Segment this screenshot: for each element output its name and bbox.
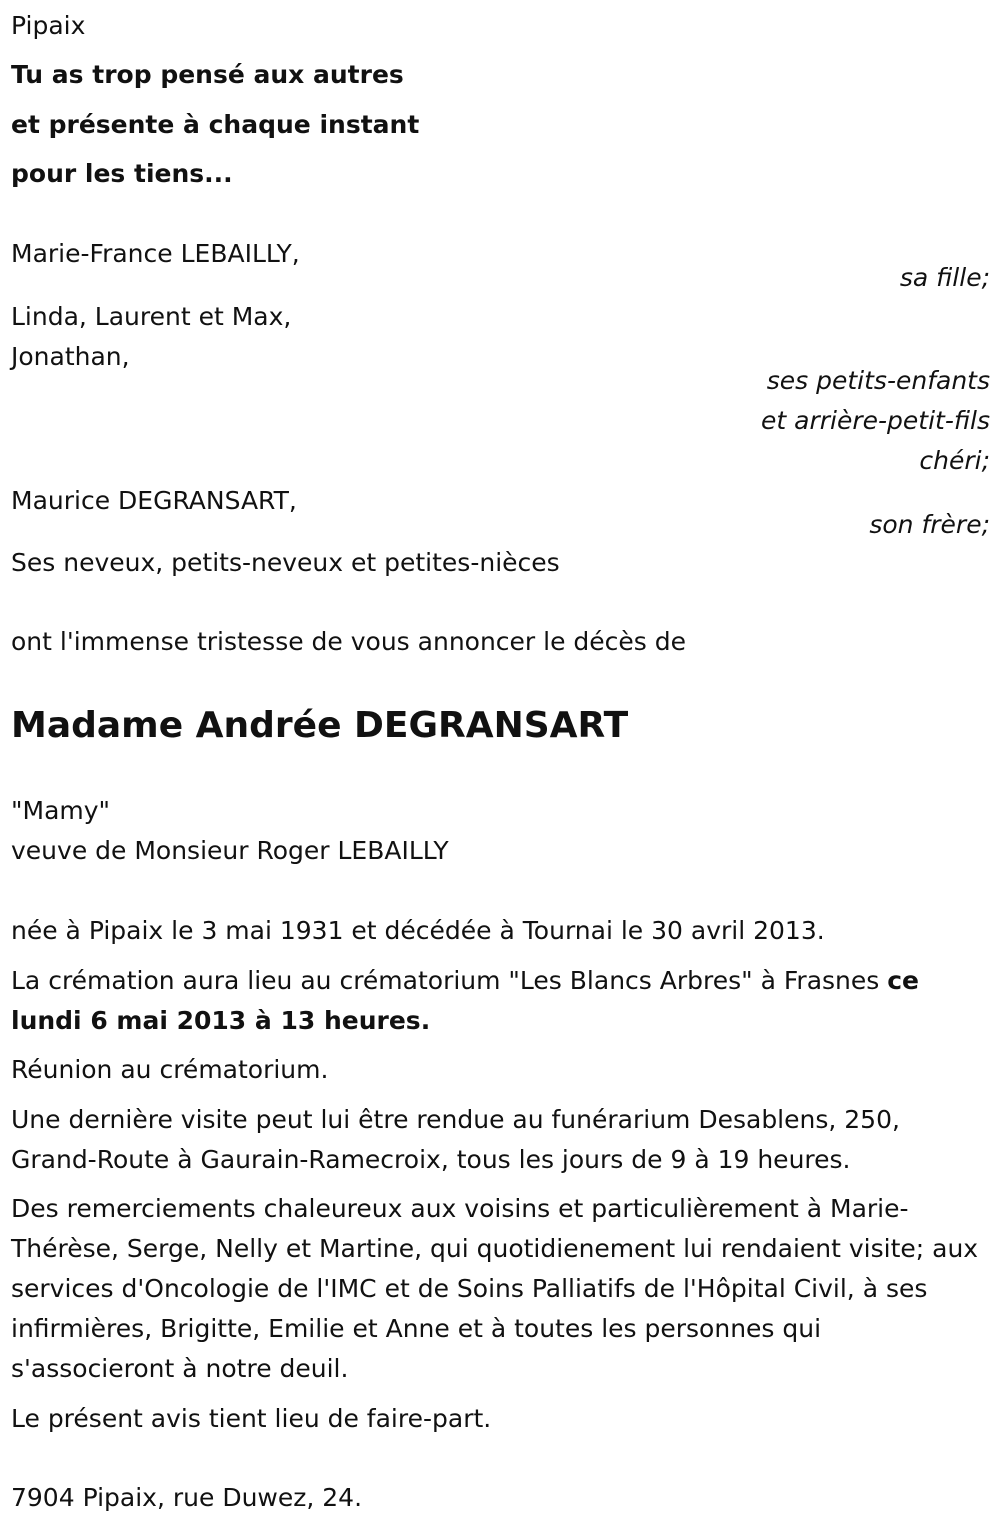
notice-line: Le présent avis tient lieu de faire-part.	[11, 1404, 492, 1433]
grandchildren-line-1: Linda, Laurent et Max,	[11, 302, 292, 331]
verse-line-2: et présente à chaque instant	[11, 110, 420, 139]
cremation-text: La crémation aura lieu au crématorium "Les Blancs Arbres" à Frasnes	[11, 966, 888, 995]
verse-line-1: Tu as trop pensé aux autres	[11, 60, 404, 89]
brother-relation: son frère;	[869, 510, 990, 539]
cremation-paragraph	[11, 961, 991, 1041]
grandchildren-relation-1: ses petits-enfants	[766, 366, 990, 395]
widow-of: veuve de Monsieur Roger LEBAILLY	[11, 836, 449, 865]
reunion-line: Réunion au crématorium.	[11, 1055, 329, 1084]
announcement: ont l'immense tristesse de vous annoncer le décès de	[11, 627, 687, 656]
brother-name: Maurice DEGRANSART,	[11, 486, 297, 515]
header-place: Pipaix	[11, 11, 86, 40]
thanks-paragraph: Des remerciements chaleureux aux voisins et particulièrement à Marie-Thérèse, Serge, Nelly et Martine, qui quotidienement lui rendaient visite; aux services d'Oncologie de l'IMC et de Soins Palliatifs de l'Hôpital Civil, à ses infirmières, Brigitte, Emilie et Anne et à toutes les personnes qui s'associeront à notre deuil.	[11, 1194, 979, 1383]
nephews-line: Ses neveux, petits-neveux et petites-nièces	[11, 548, 560, 577]
daughter-name: Marie-France LEBAILLY,	[11, 239, 300, 268]
grandchildren-relation-2: et arrière-petit-fils	[761, 406, 990, 435]
birth-death: née à Pipaix le 3 mai 1931 et décédée à Tournai le 30 avril 2013.	[11, 916, 825, 945]
nickname: "Mamy"	[11, 796, 111, 825]
grandchildren-line-2: Jonathan,	[11, 342, 130, 371]
verse-line-3: pour les tiens...	[11, 159, 233, 188]
cremation-date: ce lundi 6 mai 2013 à 13 heures.	[11, 966, 920, 1035]
deceased-name: Madame Andrée DEGRANSART	[11, 705, 629, 746]
address-line: 7904 Pipaix, rue Duwez, 24.	[11, 1483, 363, 1512]
daughter-relation: sa fille;	[899, 263, 990, 292]
visit-paragraph: Une dernière visite peut lui être rendue au funérarium Desablens, 250, Grand-Route à Gaurain-Ramecroix, tous les jours de 9 à 19 heures.	[11, 1105, 900, 1174]
grandchildren-relation-3: chéri;	[919, 446, 990, 475]
